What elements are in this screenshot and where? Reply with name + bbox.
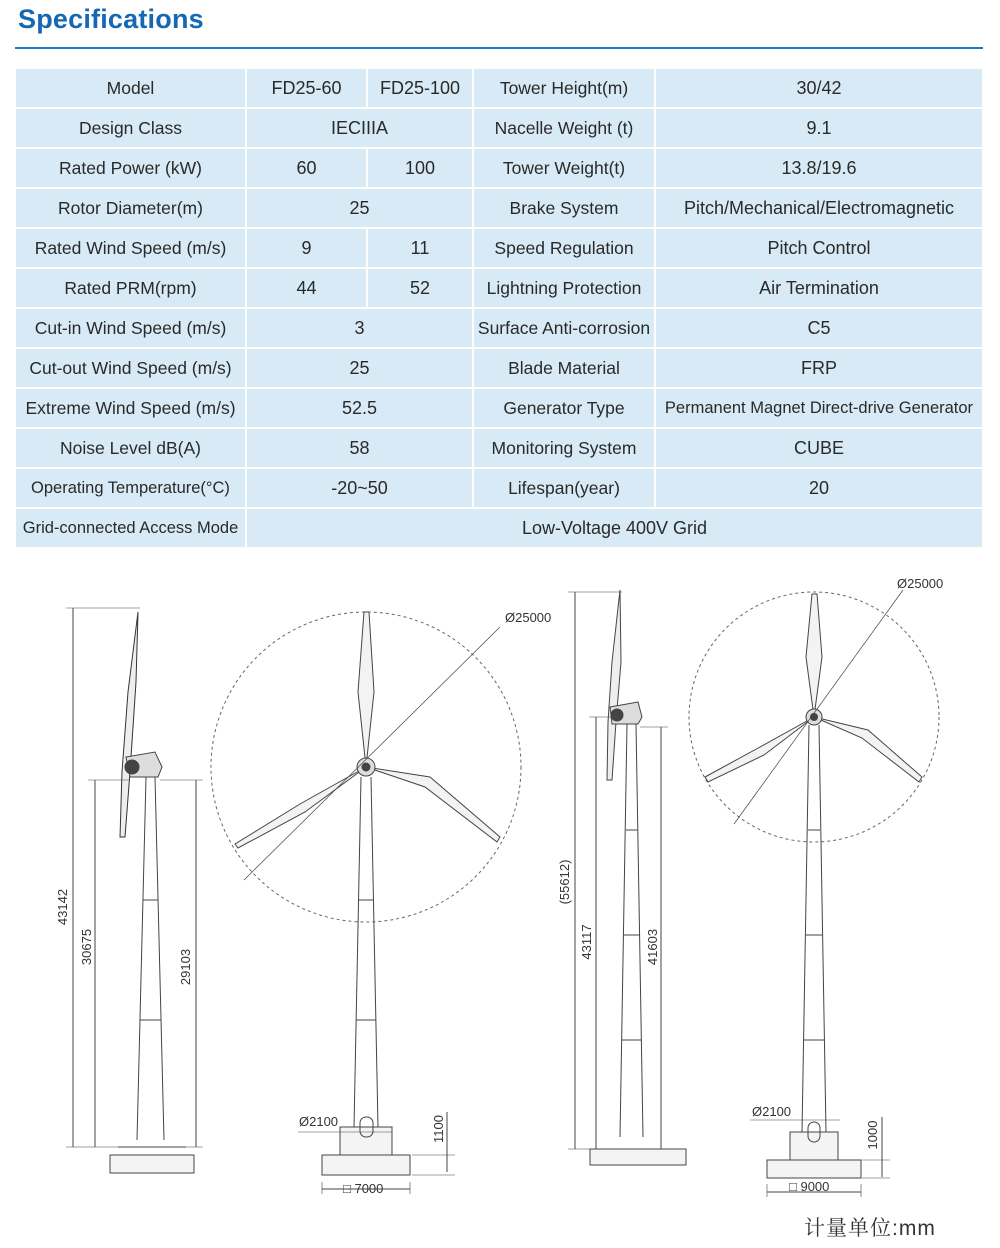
spec-value: 52: [367, 268, 473, 308]
spec-value: FD25-100: [367, 68, 473, 108]
page-title: Specifications: [18, 4, 204, 34]
spec-value: Low-Voltage 400V Grid: [246, 508, 983, 548]
spec-value: 20: [655, 468, 983, 508]
spec-value: FRP: [655, 348, 983, 388]
spec-label: Rated PRM(rpm): [15, 268, 246, 308]
dim-label: (55612): [557, 859, 572, 905]
side-view-large: [568, 590, 686, 1165]
spec-value: C5: [655, 308, 983, 348]
spec-value: 9.1: [655, 108, 983, 148]
spec-value: 3: [246, 308, 473, 348]
table-row: [15, 508, 983, 548]
spec-value: 60: [246, 148, 367, 188]
table-row: [15, 308, 983, 348]
spec-label: Brake System: [473, 188, 655, 228]
spec-label: Nacelle Weight (t): [473, 108, 655, 148]
spec-value: 100: [367, 148, 473, 188]
spec-value: IECIIIA: [246, 108, 473, 148]
spec-value: FD25-60: [246, 68, 367, 108]
dim-label: 1000: [865, 1120, 880, 1150]
spec-value: 13.8/19.6: [655, 148, 983, 188]
table-row: [15, 228, 983, 268]
table-row: [15, 188, 983, 228]
spec-value: Air Termination: [655, 268, 983, 308]
spec-label: Rotor Diameter(m): [15, 188, 246, 228]
spec-value: Permanent Magnet Direct-drive Generator: [655, 388, 983, 428]
spec-label: Speed Regulation: [473, 228, 655, 268]
dim-label: Ø25000: [505, 610, 552, 625]
spec-label: Design Class: [15, 108, 246, 148]
spec-label: Surface Anti-corrosion: [473, 308, 655, 348]
spec-label: Tower Weight(t): [473, 148, 655, 188]
front-view-small: [211, 612, 521, 1194]
table-row: [15, 268, 983, 308]
spec-label: Noise Level dB(A): [15, 428, 246, 468]
table-row: [15, 388, 983, 428]
spec-label: Operating Temperature(°C): [15, 468, 246, 508]
spec-value: 25: [246, 348, 473, 388]
spec-value: 58: [246, 428, 473, 468]
spec-label: Rated Power (kW): [15, 148, 246, 188]
spec-value: 44: [246, 268, 367, 308]
dim-label: Ø2100: [752, 1104, 792, 1119]
spec-label: Cut-in Wind Speed (m/s): [15, 308, 246, 348]
title-divider: [15, 47, 983, 49]
spec-value: CUBE: [655, 428, 983, 468]
dim-label: Ø25000: [897, 576, 944, 591]
dim-label: 43117: [579, 924, 594, 960]
table-row: [15, 148, 983, 188]
front-view-large: [689, 590, 939, 1197]
spec-label: Grid-connected Access Mode: [15, 508, 246, 548]
dim-label: 30675: [79, 928, 94, 966]
spec-label: Lifespan(year): [473, 468, 655, 508]
dim-label: 43142: [55, 888, 70, 926]
dim-label: □ 7000: [343, 1181, 384, 1196]
side-view-small: [66, 608, 203, 1173]
spec-label: Model: [15, 68, 246, 108]
spec-value: 30/42: [655, 68, 983, 108]
table-row: [15, 468, 983, 508]
spec-value: 11: [367, 228, 473, 268]
spec-label: Cut-out Wind Speed (m/s): [15, 348, 246, 388]
spec-label: Monitoring System: [473, 428, 655, 468]
spec-value: -20~50: [246, 468, 473, 508]
table-row: [15, 68, 983, 108]
spec-label: Generator Type: [473, 388, 655, 428]
table-row: [15, 428, 983, 468]
dim-label: 29103: [178, 948, 193, 986]
spec-label: Tower Height(m): [473, 68, 655, 108]
spec-value: 52.5: [246, 388, 473, 428]
spec-value: Pitch/Mechanical/Electromagnetic: [655, 188, 983, 228]
spec-label: Extreme Wind Speed (m/s): [15, 388, 246, 428]
table-row: [15, 348, 983, 388]
dim-label: 1100: [431, 1115, 446, 1143]
spec-table: [14, 67, 984, 549]
dim-label: 41603: [645, 928, 660, 966]
spec-label: Blade Material: [473, 348, 655, 388]
spec-label: Lightning Protection: [473, 268, 655, 308]
dim-label: □ 9000: [789, 1179, 830, 1194]
turbine-drawings: [0, 572, 1000, 1212]
dim-label: Ø2100: [299, 1114, 339, 1129]
spec-value: 9: [246, 228, 367, 268]
spec-value: Pitch Control: [655, 228, 983, 268]
spec-label: Rated Wind Speed (m/s): [15, 228, 246, 268]
spec-value: 25: [246, 188, 473, 228]
table-row: [15, 108, 983, 148]
unit-note: 计量单位:mm: [804, 1217, 936, 1240]
